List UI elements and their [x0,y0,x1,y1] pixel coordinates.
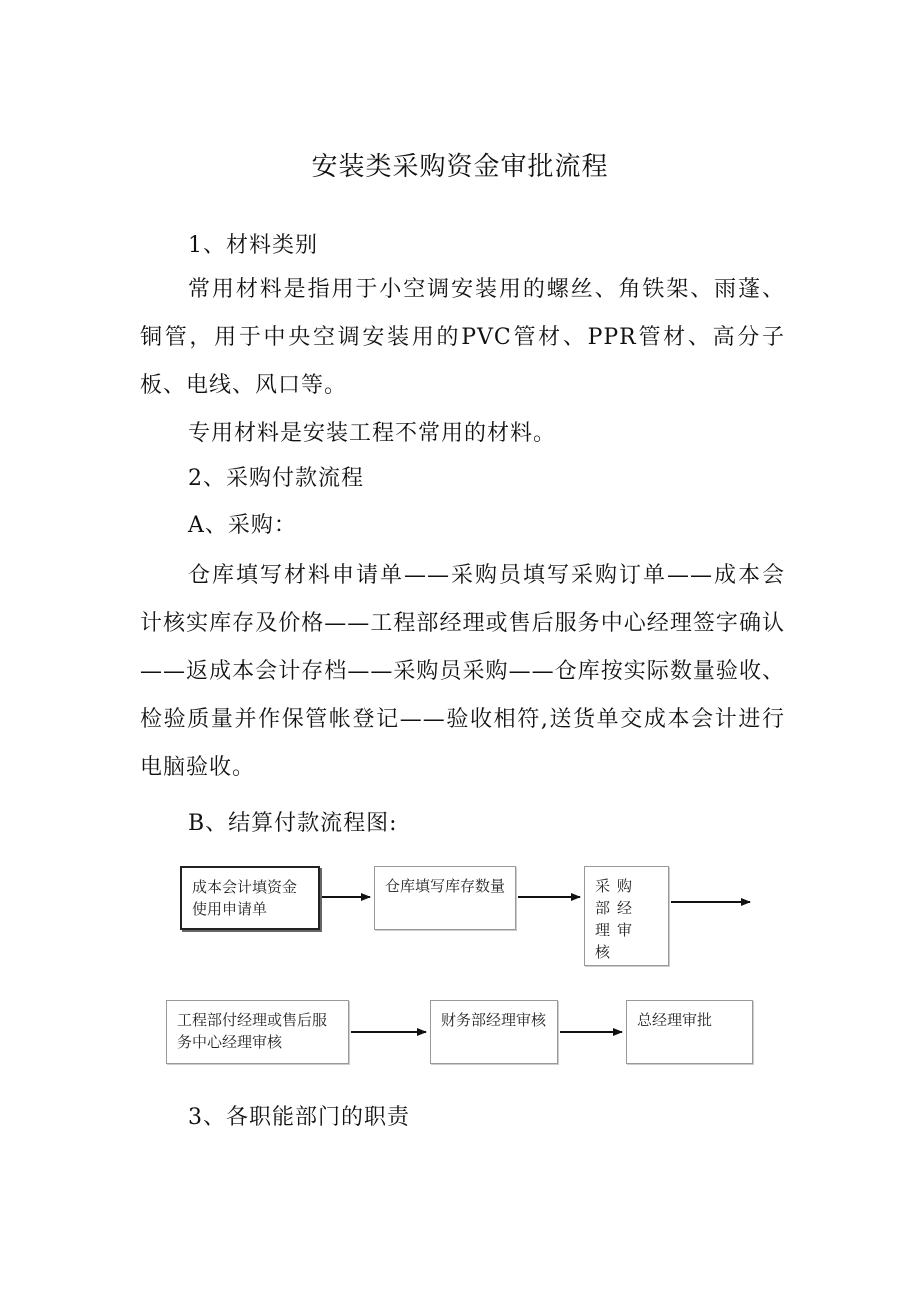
flow-box-cost-accounting-application: 成本会计填资金使用申请单 [180,866,320,930]
flow-box-warehouse-inventory: 仓库填写库存数量 [374,866,516,930]
flow-box-general-manager-approval: 总经理审批 [626,1000,753,1064]
section-2-b-heading: B、结算付款流程图: [188,811,398,836]
flow-box-engineering-or-service-manager-review: 工程部付经理或售后服务中心经理审核 [166,1000,349,1064]
section-2-a-body: 仓库填写材料申请单——采购员填写采购订单——成本会计核实库存及价格——工程部经理或售后服务中心经理签字确认——返成本会计存档——采购员采购——仓库按实际数量验收、检验质量并作保管帐登记——验收相符,送货单交成本会计进行电脑验收。 [140,563,785,780]
section-1-heading: 1、材料类别 [188,233,318,258]
section-1-paragraph-special-materials: 专用材料是安装工程不常用的材料。 [188,421,557,446]
page-title: 安装类采购资金审批流程 [311,152,609,182]
section-2-heading: 2、采购付款流程 [188,466,364,491]
section-3-heading: 3、各职能部门的职责 [188,1105,410,1130]
flow-box-purchasing-manager-review: 采购部经理审核 [584,866,669,966]
section-1-paragraph-common-materials: 常用材料是指用于小空调安装用的螺丝、角铁架、雨蓬、铜管，用于中央空调安装用的PVC管材、PPR管材、高分子板、电线、风口等。 [140,277,785,398]
section-2-a-heading: A、采购： [188,513,297,538]
flow-box-finance-manager-review: 财务部经理审核 [430,1000,558,1064]
